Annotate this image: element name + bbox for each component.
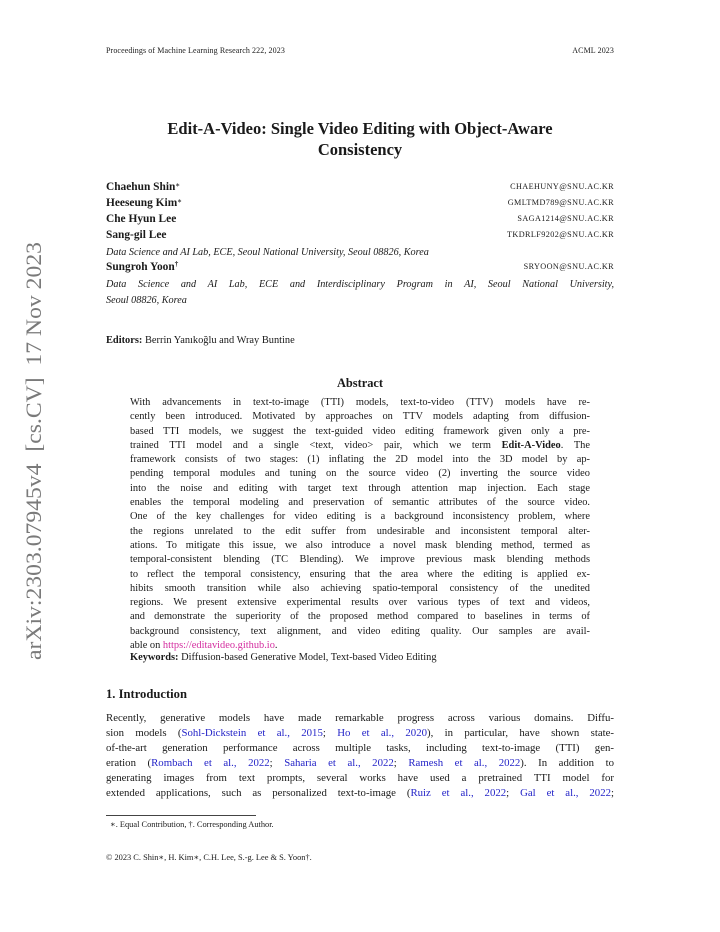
intro-line: sion models (Sohl-Dickstein et al., 2015; Ho et al., 2020), in particular, have shown state- xyxy=(106,727,615,740)
affiliation: Data Science and AI Lab, ECE, Seoul National University, Seoul 08826, Korea xyxy=(106,247,429,258)
arxiv-stamp-text: arXiv:2303.07945v4 [cs.CV] 17 Nov 2023 xyxy=(21,262,46,660)
editors-label: Editors: xyxy=(106,335,143,346)
affiliation-line: Seoul 08826, Korea xyxy=(106,294,187,306)
abstract-line: cently been introduced. Motivated by approaches on TTV models adapting from diffusion- xyxy=(130,411,590,423)
abstract-line: and demonstrate the superiority of the proposed method compared to baselines in terms of xyxy=(130,611,590,623)
introduction-body xyxy=(106,711,614,802)
abstract-line: framework consists of two stages: (1) inflating the 2D model into the 3D model by ap- xyxy=(130,454,590,466)
project-page-link[interactable]: https://editavideo.github.io xyxy=(162,640,275,652)
title-line-2: Consistency xyxy=(317,140,403,159)
abstract-line: pending temporal modules and tuning on the source video (2) inverting the source video xyxy=(130,468,590,480)
author-row xyxy=(106,213,614,229)
author-email: SRYOON@SNU.AC.KR xyxy=(523,262,614,271)
abstract-line: to reflect the temporal consistency, ensuring that the area where the editing is applied ex- xyxy=(130,568,590,580)
author-row xyxy=(106,197,614,213)
running-header-right: ACML 2023 xyxy=(572,46,614,55)
author-name: Sungroh Yoon† xyxy=(106,260,179,273)
abstract-line: With advancements in text-to-image (TTI) models, text-to-video (TTV) models have re- xyxy=(130,397,590,408)
author-email: TKDRLF9202@SNU.AC.KR xyxy=(507,230,614,239)
intro-line: Recently, generative models have made remarkable progress across various domains. Diffu- xyxy=(106,712,614,724)
abstract-line: ations. To mitigate this issue, we also introduce a novel mask blending method, termed as xyxy=(130,539,590,551)
abstract-line: background consistency, text alignment, and video editing quality. Our samples are avail- xyxy=(130,625,590,637)
keywords-line xyxy=(130,652,590,663)
intro-line: of-the-art generation performance across multiple tasks, including text-to-image (TTI) gen- xyxy=(106,742,614,755)
abstract-line: hibits smooth transition while also achieving spatio-temporal consistency of the unedited xyxy=(130,582,590,594)
editors-line xyxy=(106,335,295,346)
citation-link[interactable]: Rombach et al., 2022 xyxy=(151,757,270,770)
abstract-line: based TTI models, we suggest the text-guided video editing framework given only a pre- xyxy=(130,425,590,437)
title-line-1: Edit-A-Video: Single Video Editing with Object-Aware xyxy=(167,119,553,138)
abstract-heading: Abstract xyxy=(336,376,384,390)
citation-link[interactable]: Sohl-Dickstein et al., 2015 xyxy=(181,727,323,740)
citation-link[interactable]: Ruiz et al., 2022 xyxy=(410,787,507,800)
affiliation-line: Data Science and AI Lab, ECE and Interdisciplinary Program in AI, Seoul National University, xyxy=(106,279,614,290)
footnote-rule xyxy=(106,815,256,816)
paper-title xyxy=(106,118,614,160)
affiliation xyxy=(106,277,614,308)
author-email: GMLTMD789@SNU.AC.KR xyxy=(507,198,614,207)
editors-names: Berrin Yanıkoğlu and Wray Buntine xyxy=(144,335,295,346)
author-row xyxy=(106,229,614,245)
abstract-line: One of the key challenges for video editing is a background inconsistency problem, where xyxy=(130,511,590,523)
author-name: Che Hyun Lee xyxy=(106,213,177,225)
abstract-line: able on https://editavideo.github.io. xyxy=(130,640,278,652)
citation-link[interactable]: Ramesh et al., 2022 xyxy=(408,757,521,770)
author-name: Chaehun Shin∗ xyxy=(106,181,181,193)
abstract-line: the regions unrelated to the edit suffer from undesirable and inconsistent temporal alter- xyxy=(130,525,590,537)
citation-link[interactable]: Gal et al., 2022 xyxy=(520,787,611,800)
keywords-text: Diffusion-based Generative Model, Text-based Video Editing xyxy=(181,652,437,663)
running-header-left: Proceedings of Machine Learning Research 222, 2023 xyxy=(106,46,285,55)
intro-line: extended applications, such as personalized text-to-image (Ruiz et al., 2022; Gal et al., 2022; xyxy=(106,787,614,800)
abstract-line: into the noise and editing with target text through attention map injection. Each stage xyxy=(130,482,590,494)
author-name: Sang-gil Lee xyxy=(106,229,167,241)
author-email: CHAEHUNY@SNU.AC.KR xyxy=(510,182,614,191)
intro-line: generating images from text prompts, several works have used a pretrained TTI model for xyxy=(106,772,614,785)
citation-link[interactable]: Ho et al., 2020 xyxy=(337,727,428,740)
citation-link[interactable]: Saharia et al., 2022 xyxy=(284,757,394,770)
author-row xyxy=(106,261,614,277)
section-heading-introduction: 1. Introduction xyxy=(106,687,187,701)
abstract-body xyxy=(130,396,590,653)
arxiv-stamp xyxy=(16,240,50,660)
abstract-line: enables the temporal modeling and preservation of semantic attributes of the source video. xyxy=(130,497,590,509)
author-email: SAGA1214@SNU.AC.KR xyxy=(517,214,614,223)
abstract-line: temporal-consistent blending (TC Blending). We improve previous mask blending methods xyxy=(130,554,590,566)
abstract-line: trained TTI model and a single <text, video> pair, which we term Edit-A-Video. The xyxy=(130,439,590,451)
keywords-label: Keywords: xyxy=(130,652,179,663)
author-row xyxy=(106,181,614,197)
copyright-notice: © 2023 C. Shin∗, H. Kim∗, C.H. Lee, S.-g. Lee & S. Yoon†. xyxy=(106,853,312,862)
method-name: Edit-A-Video xyxy=(501,439,561,451)
footnote: ∗. Equal Contribution, †. Corresponding Author. xyxy=(110,820,274,829)
intro-line: eration (Rombach et al., 2022; Saharia et al., 2022; Ramesh et al., 2022). In addition to xyxy=(106,757,614,770)
abstract-line: regions. We present extensive experimental results over various types of text and videos, xyxy=(130,597,590,609)
author-name: Heeseung Kim∗ xyxy=(106,197,183,209)
